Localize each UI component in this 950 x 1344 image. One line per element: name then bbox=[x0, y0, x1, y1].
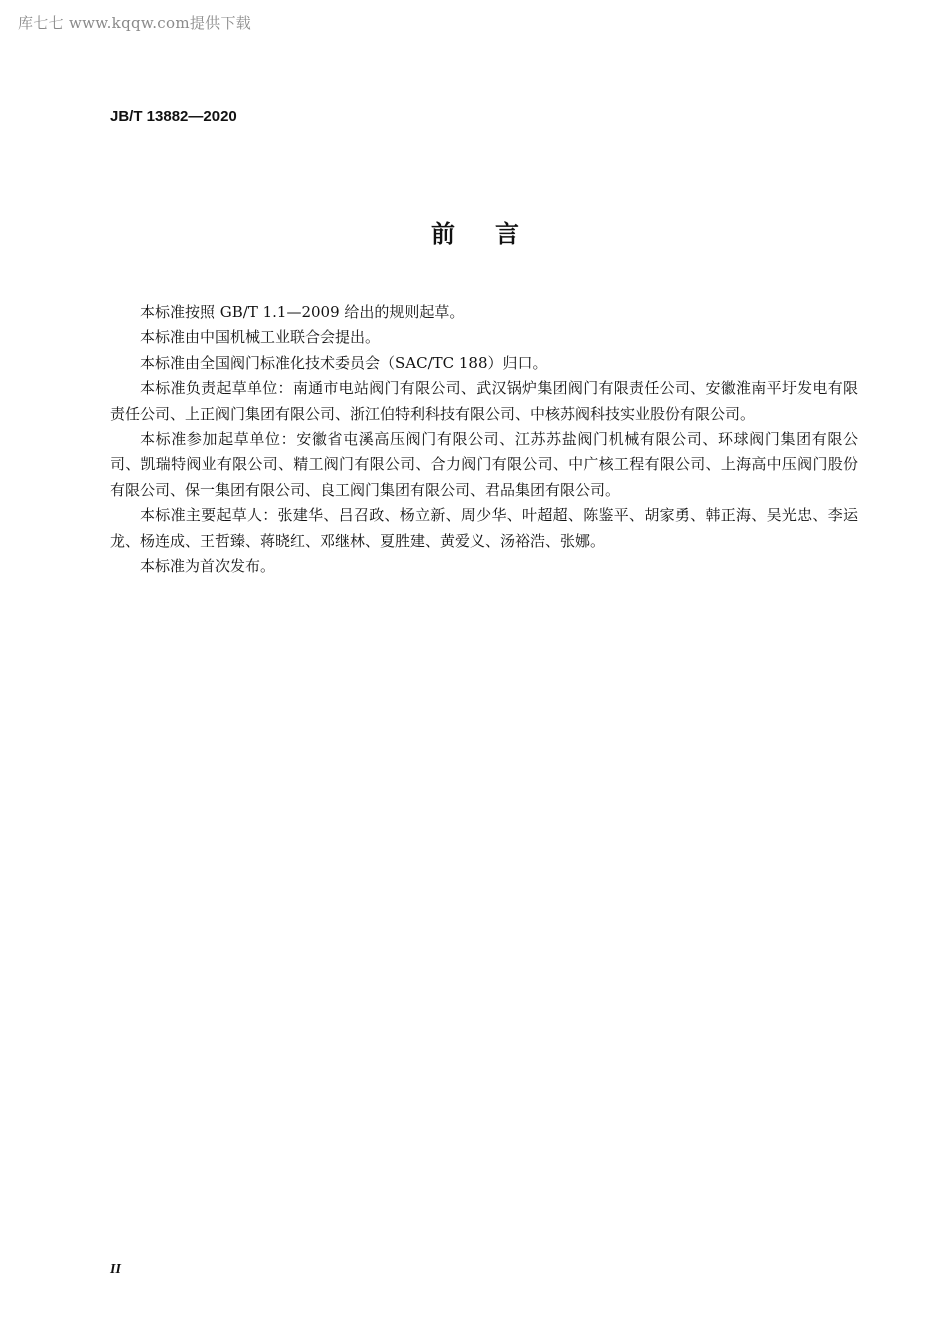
paragraph-proposer: 本标准由中国机械工业联合会提出。 bbox=[140, 328, 381, 347]
page-title: 前言 bbox=[431, 220, 559, 248]
watermark-text: 库七七 www.kqqw.com提供下载 bbox=[18, 14, 252, 32]
paragraph-main-drafters: 本标准主要起草人：张建华、吕召政、杨立新、周少华、叶超超、陈鉴平、胡家勇、韩正海、吴光忠、李运龙、杨连成、王哲臻、蒋晓红、邓继林、夏胜建、黄爱义、汤裕浩、张娜。 bbox=[110, 506, 858, 550]
standard-code: JB/T 13882—2020 bbox=[110, 108, 237, 125]
paragraph-main-drafting-units: 本标准负责起草单位：南通市电站阀门有限公司、武汉锅炉集团阀门有限责任公司、安徽淮南平圩发电有限责任公司、上正阀门集团有限公司、浙江伯特利科技有限公司、中核苏阀科技实业股份有限公司。 bbox=[110, 379, 858, 423]
paragraph-drafting-rules: 本标准按照 GB/T 1.1—2009 给出的规则起草。 bbox=[140, 303, 465, 321]
paragraph-first-release: 本标准为首次发布。 bbox=[140, 557, 276, 576]
paragraph-participating-units: 本标准参加起草单位：安徽省屯溪高压阀门有限公司、江苏苏盐阀门机械有限公司、环球阀门集团有限公司、凯瑞特阀业有限公司、精工阀门有限公司、合力阀门有限公司、中广核工程有限公司、上海高中压阀门股份有限公司、保一集团有限公司、良工阀门集团有限公司、君品集团有限公司。 bbox=[110, 430, 858, 499]
foreword-body bbox=[110, 300, 858, 579]
page-number: II bbox=[110, 1262, 121, 1277]
paragraph-administration: 本标准由全国阀门标准化技术委员会（SAC/TC 188）归口。 bbox=[140, 353, 548, 372]
